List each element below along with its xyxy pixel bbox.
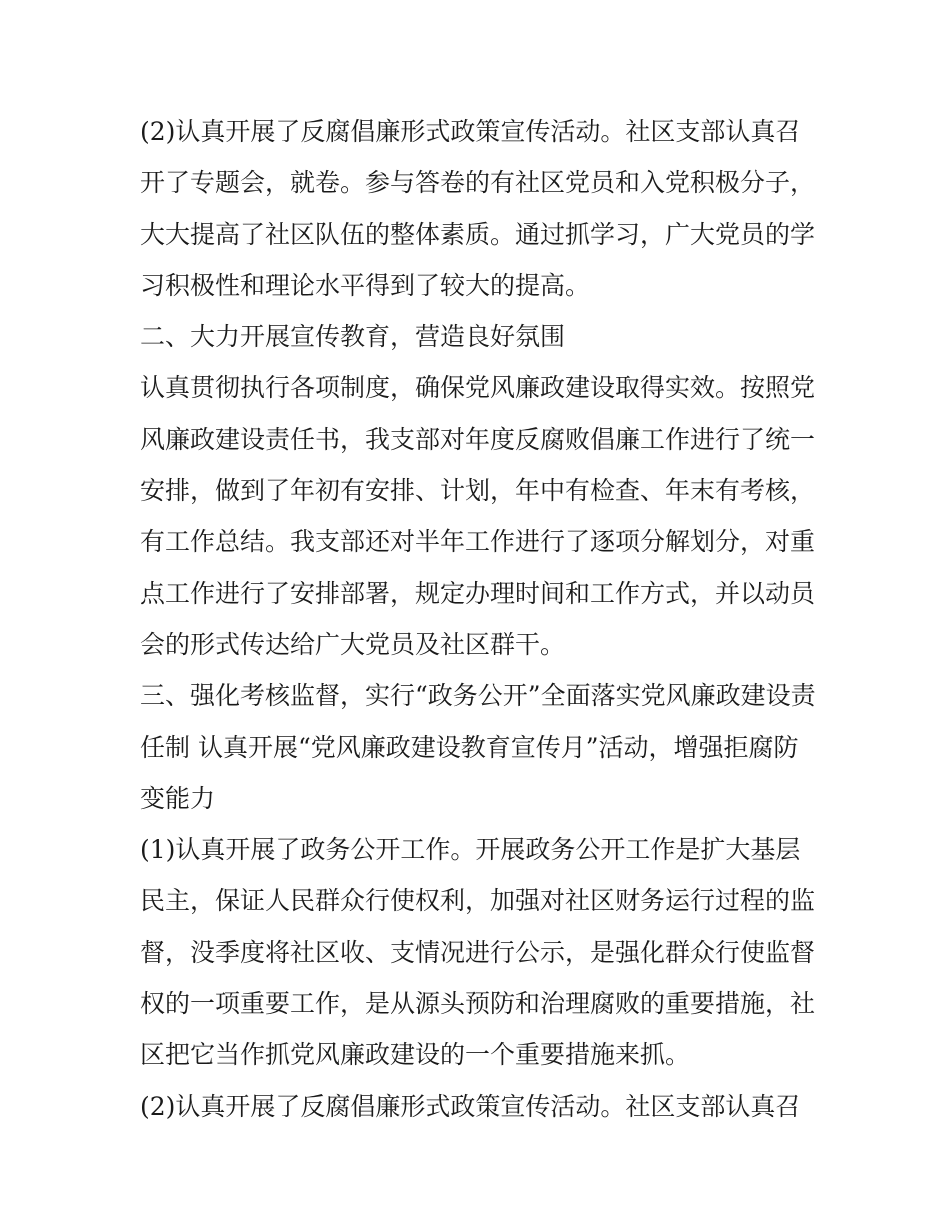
text-line: 权的一项重要工作，是从源头预防和治理腐败的重要措施，社 <box>140 989 816 1019</box>
section-heading: 二、大力开展宣传教育，营造良好氛围 <box>140 322 566 352</box>
text-line: (1)认真开展了政务公开工作。开展政务公开工作是扩大基层 <box>140 835 801 865</box>
text-line: 有工作总结。我支部还对半年工作进行了逐项分解划分，对重 <box>140 527 816 557</box>
section-heading: 变能力 <box>140 783 216 813</box>
text-line: (2)认真开展了反腐倡廉形式政策宣传活动。社区支部认真召 <box>140 1091 801 1121</box>
text-line: 督，没季度将社区收、支情况进行公示，是强化群众行使监督 <box>140 937 816 967</box>
section-heading: 任制 认真开展“党风廉政建设教育宣传月”活动，增强拒腐防 <box>140 732 799 762</box>
text-line: 风廉政建设责任书，我支部对年度反腐败倡廉工作进行了统一 <box>140 424 816 454</box>
text-line: 习积极性和理论水平得到了较大的提高。 <box>140 270 591 300</box>
text-line: 安排，做到了年初有安排、计划，年中有检查、年末有考核， <box>140 476 816 506</box>
text-line: 开了专题会，就卷。参与答卷的有社区党员和入党积极分子， <box>140 168 816 198</box>
document-body <box>140 106 820 1132</box>
text-line: 区把它当作抓党风廉政建设的一个重要措施来抓。 <box>140 1040 691 1070</box>
section-heading: 三、强化考核监督，实行“政务公开”全面落实党风廉政建设责 <box>140 681 816 711</box>
text-line: (2)认真开展了反腐倡廉形式政策宣传活动。社区支部认真召 <box>140 117 801 146</box>
text-line: 点工作进行了安排部署，规定办理时间和工作方式，并以动员 <box>140 578 816 608</box>
text-line: 会的形式传达给广大党员及社区群干。 <box>140 629 566 659</box>
text-line: 民主，保证人民群众行使权利，加强对社区财务运行过程的监 <box>140 886 816 916</box>
text-line: 认真贯彻执行各项制度，确保党风廉政建设取得实效。按照党 <box>140 373 816 403</box>
text-line: 大大提高了社区队伍的整体素质。通过抓学习，广大党员的学 <box>140 219 816 249</box>
